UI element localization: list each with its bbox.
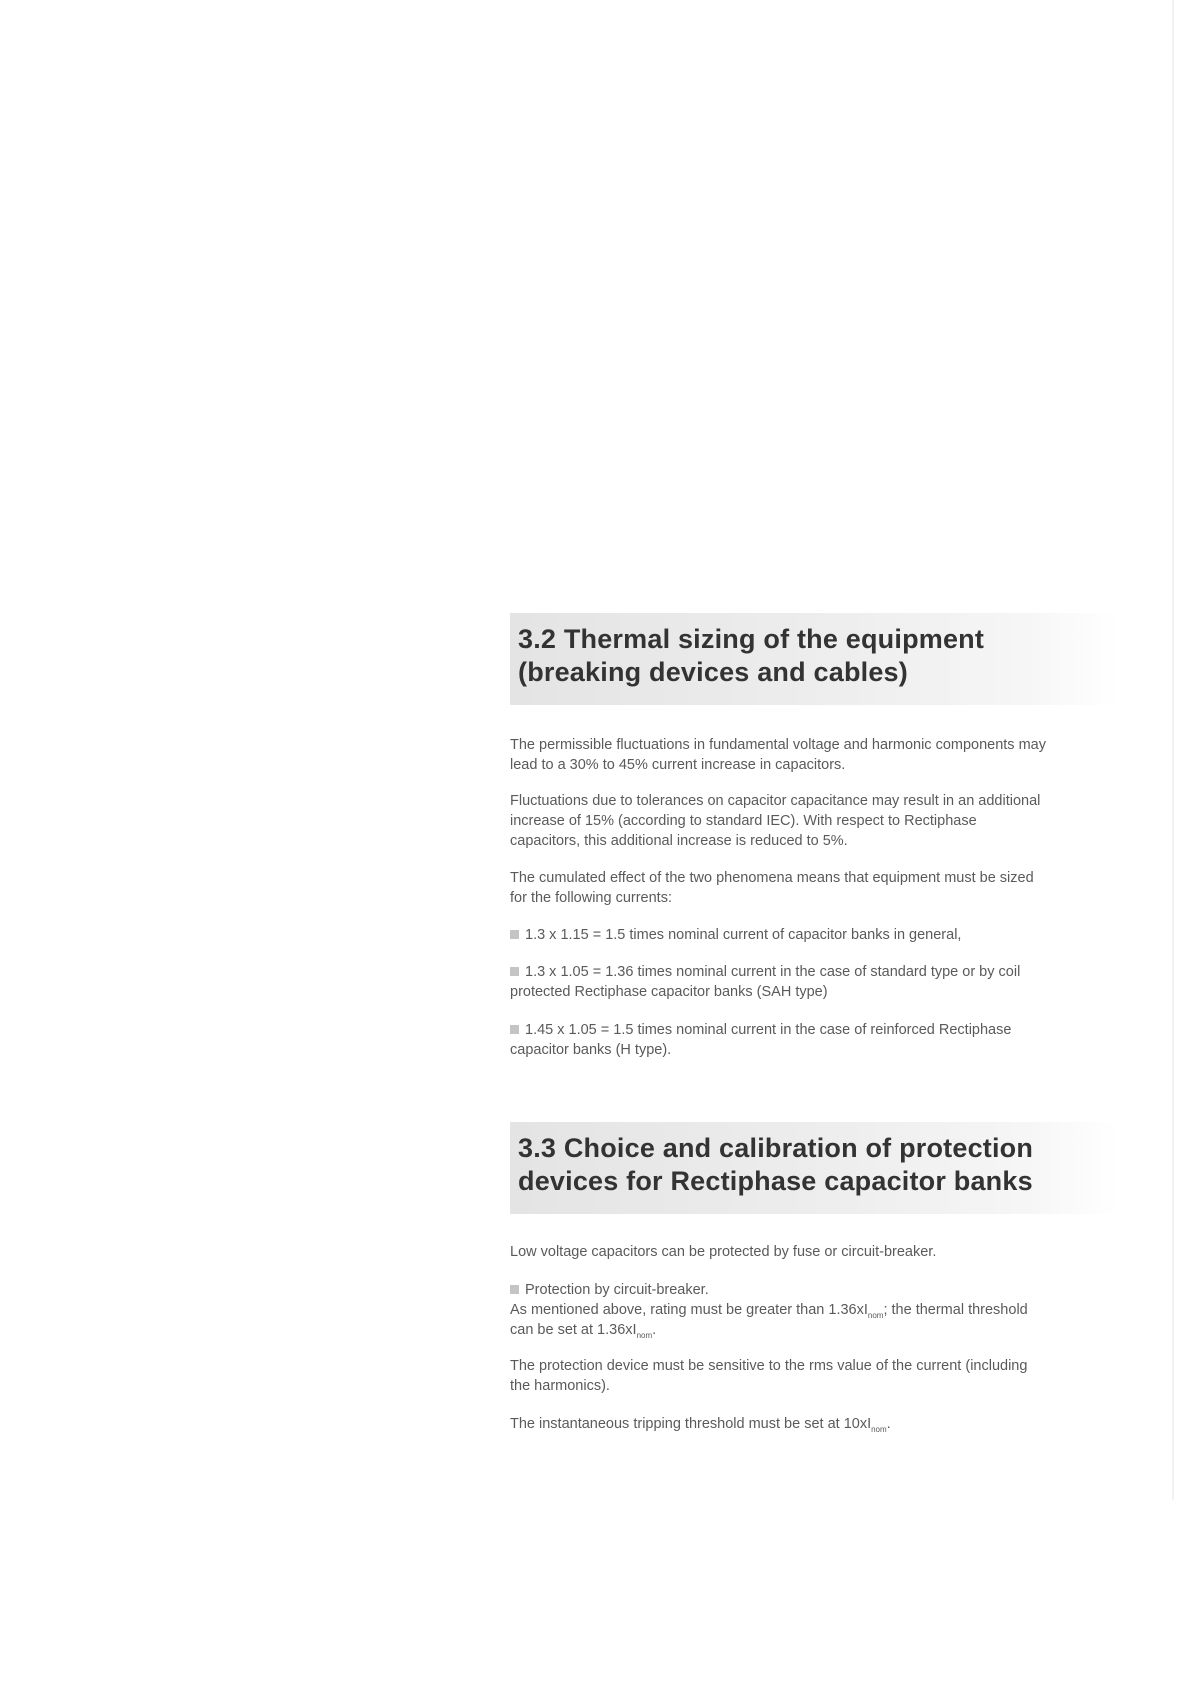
text-fragment: .: [652, 1322, 657, 1338]
section-3-3-heading-band: [510, 1122, 1118, 1214]
text-fragment: The instantaneous tripping threshold must be set at 10xI: [510, 1416, 872, 1432]
text-fragment: can be set at 1.36xI: [510, 1322, 637, 1338]
subscript: nom: [871, 1425, 887, 1434]
section-3-2-title-line: (breaking devices and cables): [518, 657, 908, 687]
section-3-3-title-line: devices for Rectiphase capacitor banks: [518, 1166, 1033, 1196]
text-line: The permissible fluctuations in fundamental voltage and harmonic components may: [510, 737, 1046, 753]
section-3-3-bullet-1: [510, 1280, 1118, 1340]
section-3-3-paragraph-1: [510, 1242, 1118, 1262]
text-line: the harmonics).: [510, 1378, 610, 1394]
text-line: Low voltage capacitors can be protected by fuse or circuit-breaker.: [510, 1244, 937, 1260]
page-edge: [1172, 0, 1174, 1500]
section-3-2-bullet-2: [510, 962, 1118, 1002]
text-line: The cumulated effect of the two phenomena means that equipment must be sized: [510, 870, 1034, 886]
text-line: Fluctuations due to tolerances on capacitor capacitance may result in an additional: [510, 793, 1041, 809]
section-3-2-paragraph-2: [510, 791, 1118, 851]
text-line: [510, 1414, 1118, 1434]
text-line: capacitor banks (H type).: [510, 1042, 672, 1058]
text-line: [510, 1320, 1118, 1340]
text-line: protected Rectiphase capacitor banks (SAH type): [510, 984, 828, 1000]
square-bullet-icon: [510, 1285, 519, 1294]
section-3-3-paragraph-3: [510, 1414, 1118, 1434]
subscript: nom: [636, 1331, 653, 1340]
bullet-text: Protection by circuit-breaker.: [525, 1282, 709, 1298]
section-3-2-title-line: 3.2 Thermal sizing of the equipment: [518, 624, 985, 654]
section-3-3-title: [518, 1132, 1033, 1198]
text-line: lead to a 30% to 45% current increase in capacitors.: [510, 757, 846, 773]
text-line: for the following currents:: [510, 890, 672, 906]
text-line: [510, 925, 1118, 945]
section-3-3-paragraph-2: [510, 1356, 1118, 1396]
text-fragment: ; the thermal threshold: [883, 1302, 1028, 1318]
section-3-2-bullet-1: [510, 925, 1118, 945]
text-line: [510, 1300, 1118, 1320]
section-3-2-bullet-3: [510, 1020, 1118, 1060]
square-bullet-icon: [510, 967, 519, 976]
subscript: nom: [867, 1311, 884, 1320]
section-3-3-title-line: 3.3 Choice and calibration of protection: [518, 1133, 1034, 1163]
square-bullet-icon: [510, 930, 519, 939]
text-line: The protection device must be sensitive to the rms value of the current (including: [510, 1358, 1028, 1374]
text-fragment: As mentioned above, rating must be greater than 1.36xI: [510, 1302, 868, 1318]
bullet-text: 1.3 x 1.15 = 1.5 times nominal current of capacitor banks in general,: [525, 927, 962, 943]
section-3-2-paragraph-3: [510, 868, 1118, 908]
bullet-text: 1.45 x 1.05 = 1.5 times nominal current in the case of reinforced Rectiphase: [525, 1022, 1012, 1038]
section-3-2-paragraph-1: [510, 735, 1118, 775]
text-line: [510, 1020, 1118, 1040]
text-fragment: .: [886, 1416, 891, 1432]
text-line: increase of 15% (according to standard IEC). With respect to Rectiphase: [510, 813, 977, 829]
text-line: [510, 1280, 1118, 1300]
bullet-text: 1.3 x 1.05 = 1.36 times nominal current in the case of standard type or by coil: [525, 964, 1021, 980]
square-bullet-icon: [510, 1025, 519, 1034]
section-3-2-heading-band: [510, 613, 1118, 705]
text-line: capacitors, this additional increase is reduced to 5%.: [510, 833, 848, 849]
text-line: [510, 962, 1118, 982]
section-3-2-title: [518, 623, 984, 689]
